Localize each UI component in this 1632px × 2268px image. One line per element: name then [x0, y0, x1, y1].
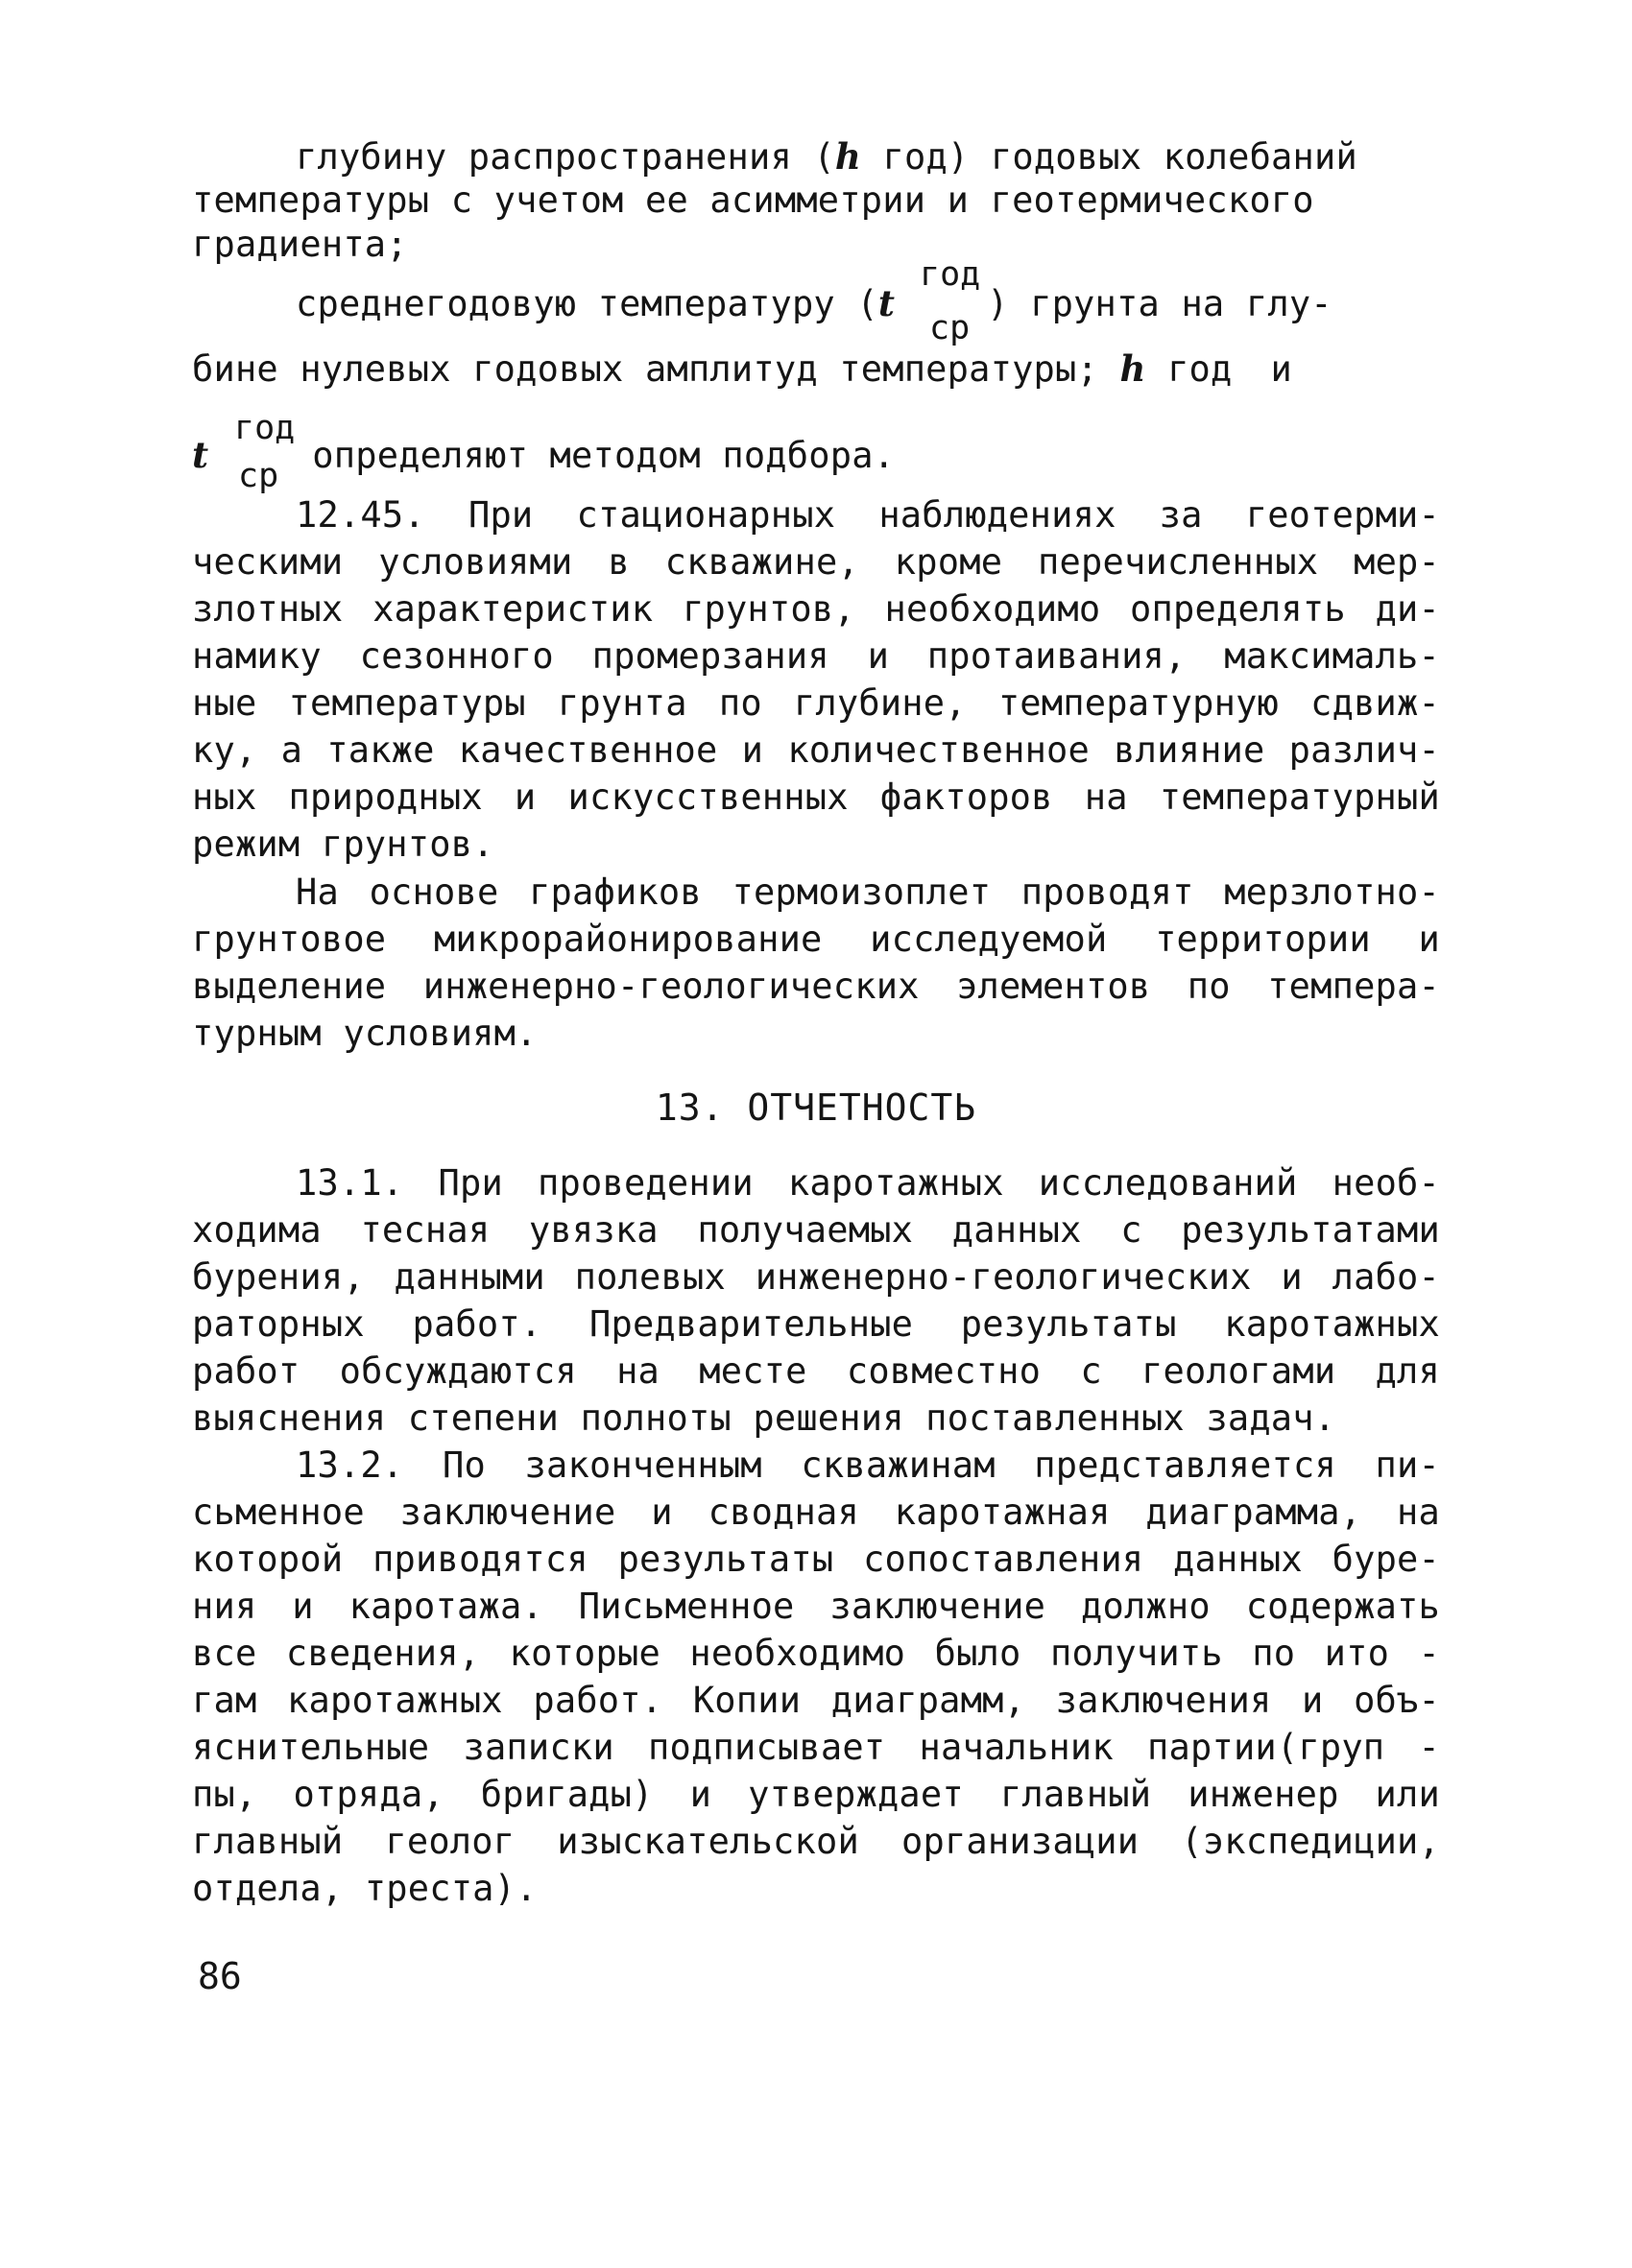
- p132-line: сьменное заключение и сводная каротажная диаграмма, на: [192, 1492, 1440, 1533]
- p-basis-line: турным условиям.: [192, 1013, 538, 1054]
- p-basis-line: На основе графиков термоизоплет проводят мерзлотно-: [296, 871, 1440, 913]
- p131-line: ходима тесная увязка получаемых данных с результатами: [192, 1209, 1440, 1251]
- t-avg-subscript: ср: [929, 309, 971, 347]
- p132-line: гам каротажных работ. Копии диаграмм, заключения и объ-: [192, 1680, 1440, 1721]
- p1245-line: злотных характеристик грунтов, необходимо определять ди-: [192, 588, 1440, 630]
- p132-line: которой приводятся результаты сопоставления данных буре-: [192, 1539, 1440, 1580]
- p131-line: выяснения степени полноты решения поставленных задач.: [192, 1397, 1336, 1439]
- p132-line: 13.2. По законченным скважинам представляется пи-: [296, 1444, 1440, 1486]
- intro-line-5: бине нулевых годовых амплитуд температуры; h год и: [192, 347, 1292, 390]
- p132-line: пы, отряда, бригады) и утверждает главный инженер или: [192, 1774, 1440, 1815]
- p1245-line: намику сезонного промерзания и протаивания, максималь-: [192, 635, 1440, 677]
- p131-line: 13.1. При проведении каротажных исследований необ-: [296, 1162, 1440, 1204]
- page-number: 86: [198, 1955, 242, 1997]
- p-basis-line: грунтовое микрорайонирование исследуемой территории и: [192, 919, 1440, 960]
- p131-line: работ обсуждаются на месте совместно с геологами для: [192, 1350, 1440, 1392]
- p1245-line: ку, а также качественное и количественное влияние различ-: [192, 729, 1440, 771]
- p131-line: бурения, данными полевых инженерно-геологических и лабо-: [192, 1256, 1440, 1298]
- intro-line-4: среднегодовую температуру (t ) грунта на глу-: [296, 282, 1332, 324]
- intro-line-6: t определяют методом подбора.: [192, 434, 896, 476]
- p1245-line: ные температуры грунта по глубине, температурную сдвиж-: [192, 682, 1440, 724]
- t-avg-superscript: год: [920, 255, 981, 294]
- p-basis-line: выделение инженерно-геологических элементов по темпера-: [192, 966, 1440, 1007]
- p132-line: главный геолог изыскательской организации (экспедиции,: [192, 1821, 1440, 1862]
- p131-line: раторных работ. Предварительные результаты каротажных: [192, 1303, 1440, 1345]
- p132-line: ния и каротажа. Письменное заключение должно содержать: [192, 1586, 1440, 1627]
- intro-line-3: градиента;: [192, 224, 408, 265]
- p132-line: яснительные записки подписывает начальник партии(груп -: [192, 1727, 1440, 1768]
- p132-line: все сведения, которые необходимо было получить по ито -: [192, 1633, 1440, 1674]
- p1245-line: ческими условиями в скважине, кроме перечисленных мер-: [192, 541, 1440, 583]
- t-avg-superscript-2: год: [234, 409, 296, 447]
- intro-line-2: температуры с учетом ее асимметрии и геотермического: [192, 179, 1314, 221]
- p1245-line: режим грунтов.: [192, 824, 494, 865]
- p1245-line: 12.45. При стационарных наблюдениях за геотерми-: [296, 494, 1440, 536]
- p132-line: отдела, треста).: [192, 1868, 538, 1909]
- p1245-line: ных природных и искусственных факторов на температурный: [192, 776, 1440, 818]
- t-avg-subscript-2: ср: [238, 457, 279, 495]
- intro-line-1: глубину распространения (h год) годовых колебаний: [296, 135, 1357, 178]
- section-title: 13. ОТЧЕТНОСТЬ: [655, 1086, 977, 1129]
